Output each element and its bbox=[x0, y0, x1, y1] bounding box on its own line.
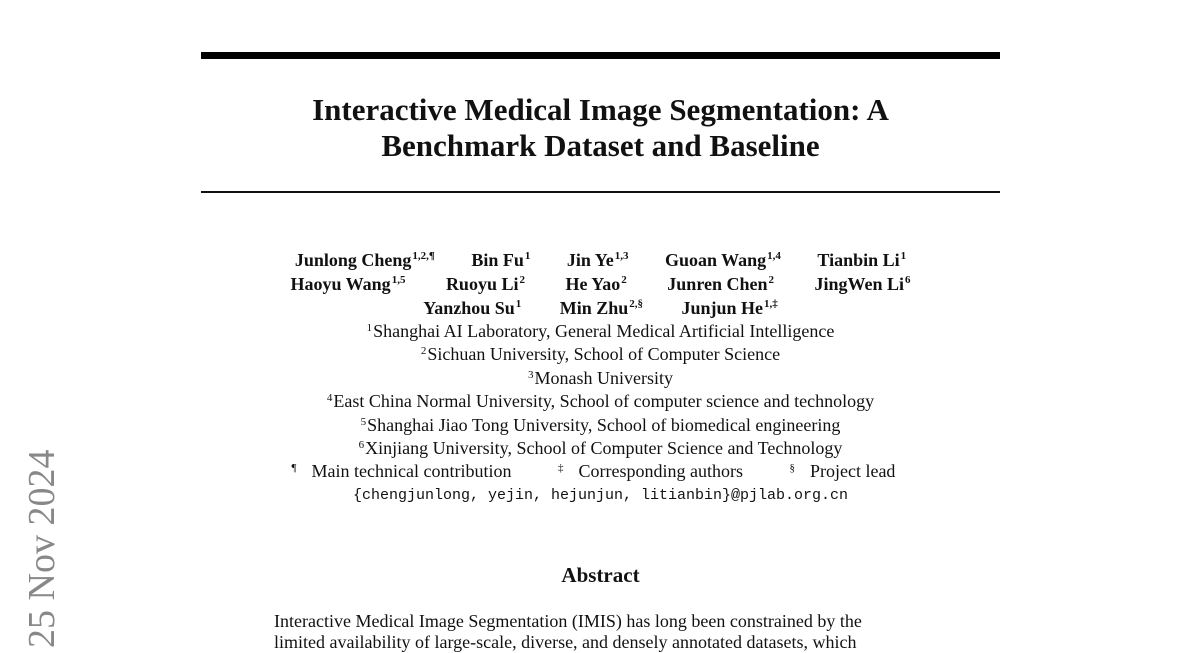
author: Junren Chen$^2$ bbox=[667, 274, 774, 294]
abstract-body bbox=[274, 611, 928, 653]
author-notes bbox=[201, 460, 1000, 483]
author: Min Zhu$^{2,\S}$ bbox=[559, 298, 644, 318]
author: Yanzhou Su$^1$ bbox=[423, 298, 522, 318]
author: He Yao$^2$ bbox=[565, 274, 627, 294]
authors-row-3 bbox=[201, 297, 1000, 319]
title-rule bbox=[201, 191, 1000, 193]
author: JingWen Li$^6$ bbox=[814, 274, 911, 294]
author: Junjun $He^{1,\ddagger}$ bbox=[681, 298, 778, 318]
affiliation: $^2$Sichuan University, School of Computer Science bbox=[420, 344, 781, 365]
author: Guoan Wang$^{1,4}$ bbox=[664, 250, 781, 270]
paper-title bbox=[201, 92, 1000, 164]
affiliation: $^4$East China Normal University, School of computer science and technology bbox=[326, 391, 875, 412]
authors-row-2 bbox=[201, 273, 1000, 295]
author: Ruoyu Li$^2$ bbox=[445, 274, 525, 294]
note: ¶ Main technical contribution bbox=[291, 461, 512, 482]
abstract-heading: Abstract bbox=[561, 563, 640, 587]
abstract-line: Interactive Medical Image Segmentation (IMIS) has long been constrained by the bbox=[274, 611, 862, 631]
affiliation: $^3$Monash University bbox=[528, 367, 673, 388]
author: Junlong Cheng$^{1,2,\P}$ bbox=[294, 250, 435, 270]
title-line-1: Interactive Medical Image Segmentation: A bbox=[312, 92, 889, 127]
affiliation: $^6$Xinjiang University, School of Computer Science and Technology bbox=[358, 438, 843, 459]
affiliation: $^5$Shanghai Jiao Tong University, School of biomedical engineering bbox=[360, 414, 841, 435]
note: § Project lead bbox=[789, 461, 896, 482]
author: Bin Fu$^1$ bbox=[471, 250, 531, 270]
affiliation: $^1$Shanghai AI Laboratory, General Medical Artificial Intelligence bbox=[366, 321, 835, 341]
title-line-2: Benchmark Dataset and Baseline bbox=[381, 128, 820, 163]
author: Tianbin Li$^1$ bbox=[817, 250, 907, 270]
top-rule bbox=[201, 52, 1000, 59]
author: Haoyu Wang$^{1,5}$ bbox=[290, 274, 406, 294]
arxiv-side-stamp: 25 Nov 2024 bbox=[21, 449, 63, 648]
affiliations bbox=[201, 320, 1000, 507]
note: ‡ Corresponding authors bbox=[557, 461, 743, 482]
abstract-line: limited availability of large-scale, diverse, and densely annotated datasets, which bbox=[274, 632, 857, 652]
authors-row-1 bbox=[201, 249, 1000, 271]
contact-email: {chengjunlong, yejin, hejunjun, litianbin}@pjlab.org.cn bbox=[352, 486, 849, 504]
author: Jin Ye$^{1,3}$ bbox=[566, 250, 629, 270]
